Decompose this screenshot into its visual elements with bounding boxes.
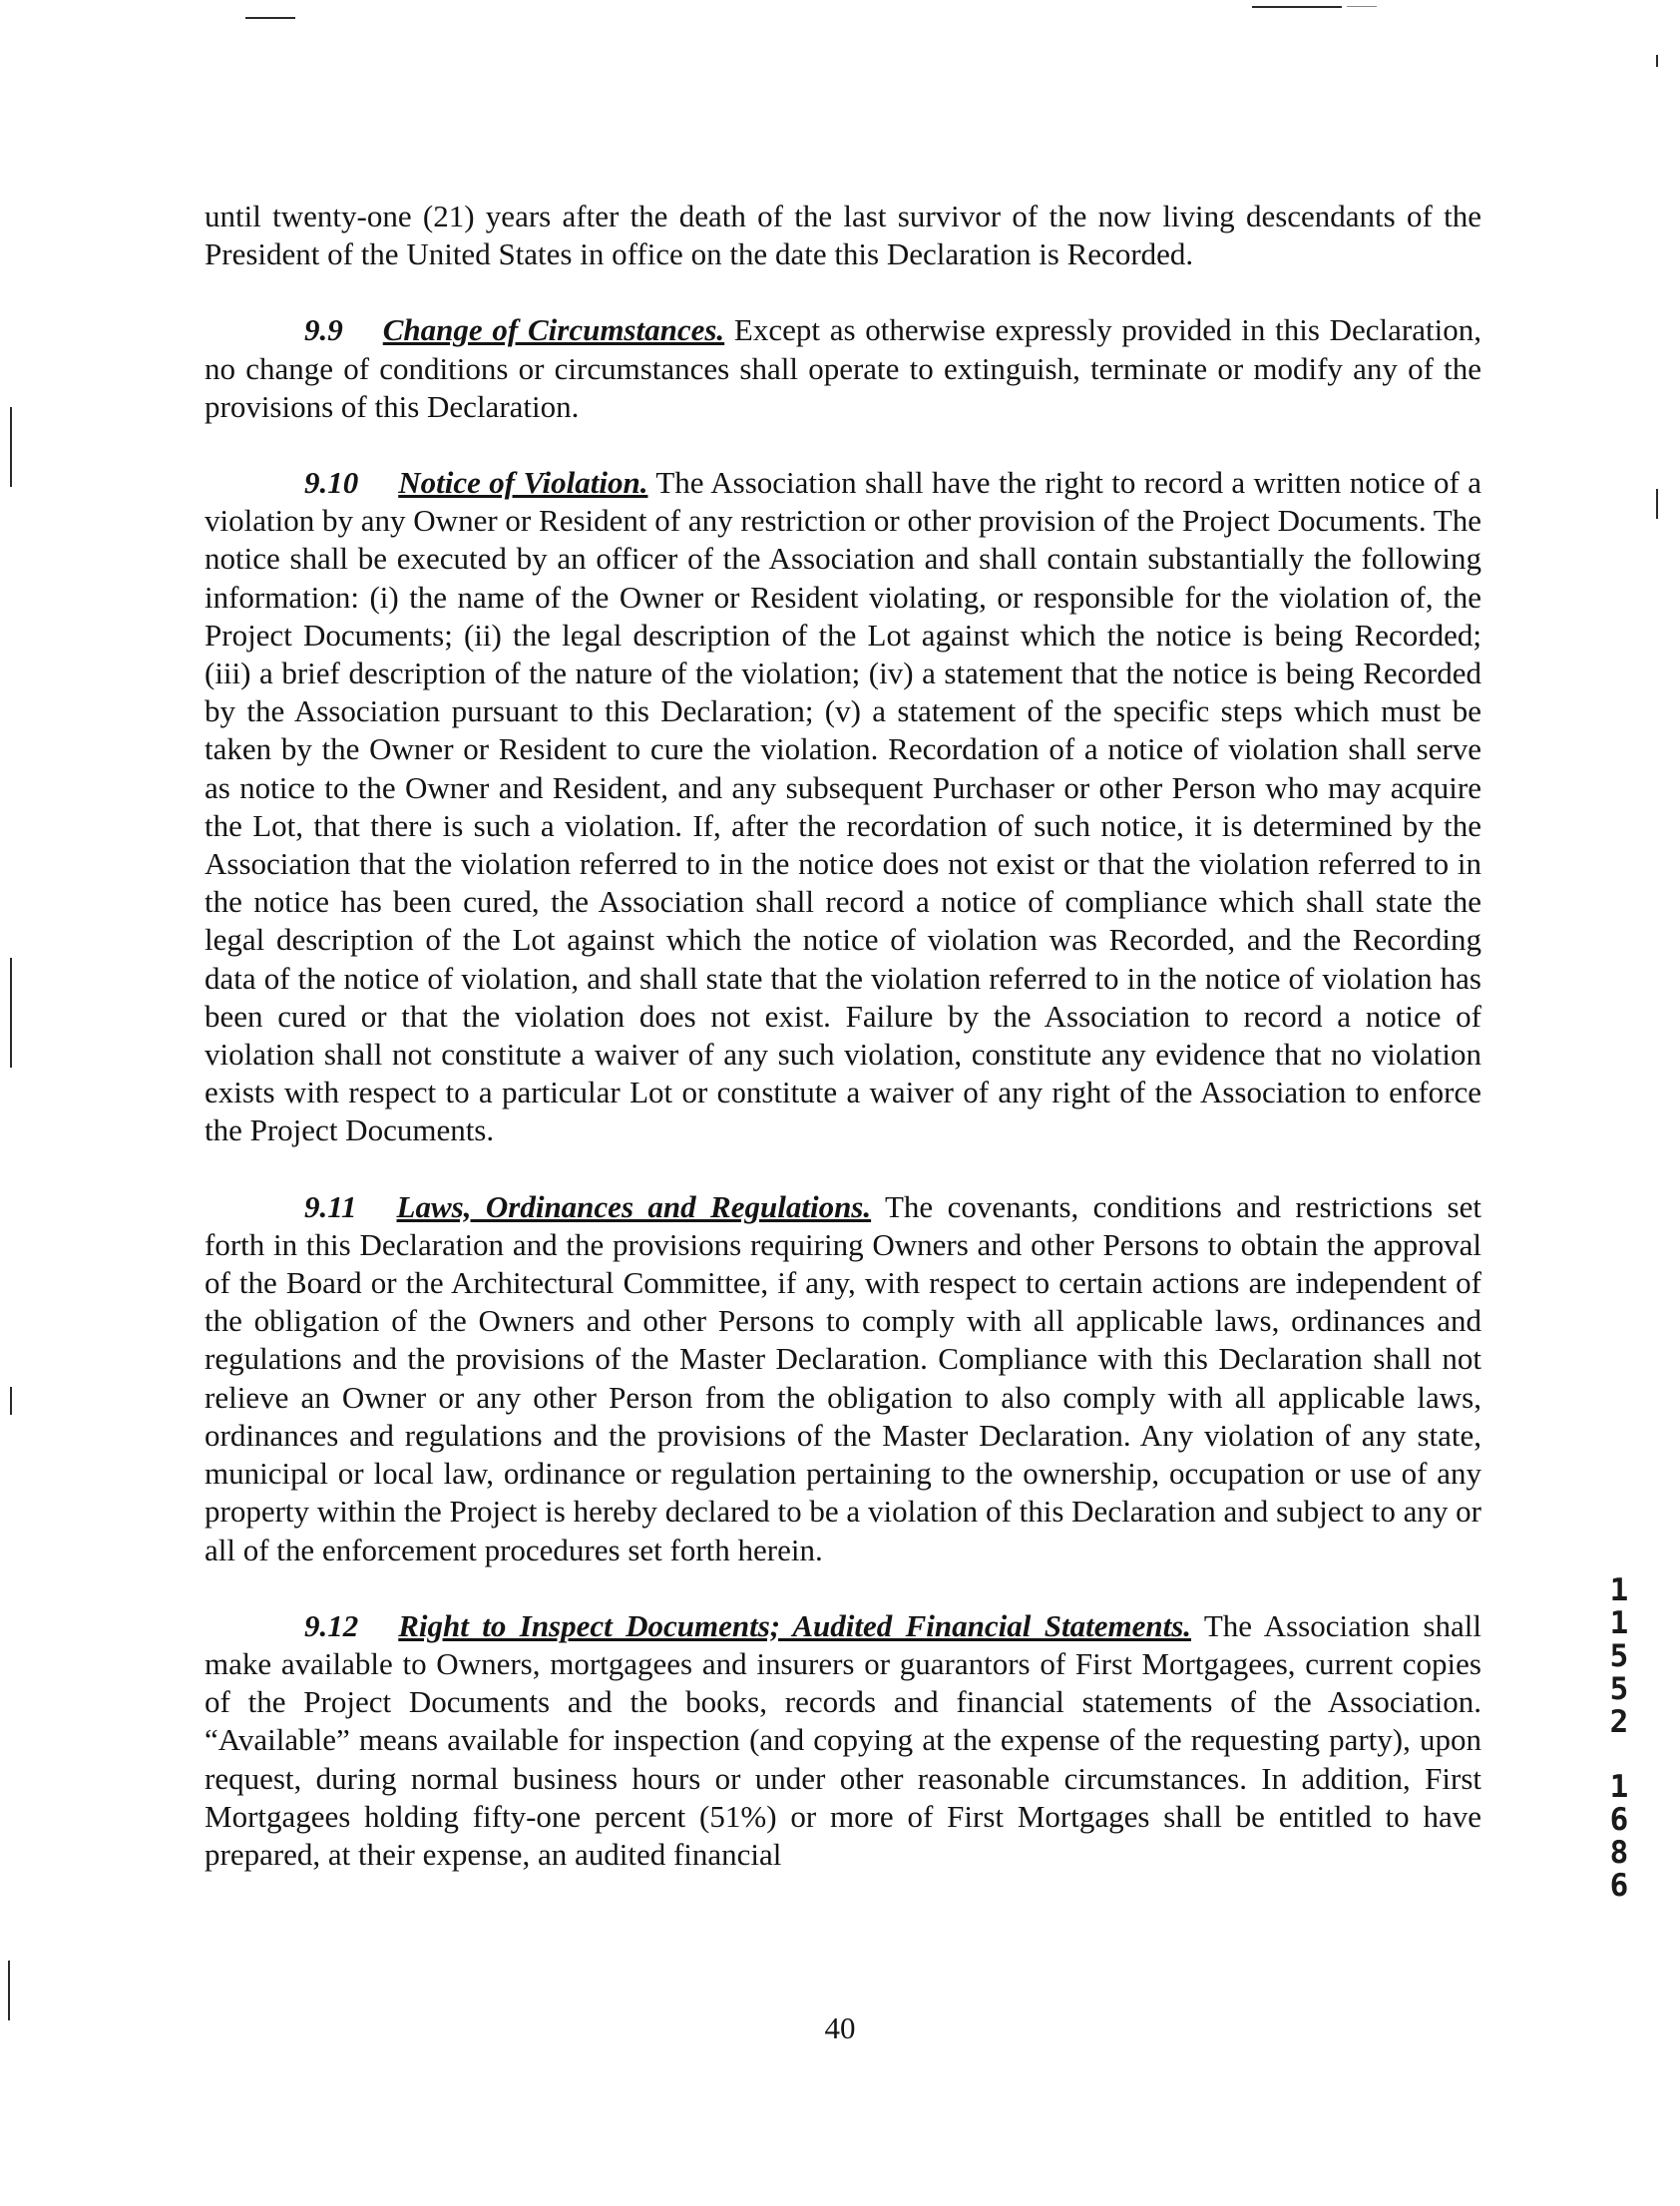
section-number: 9.9 — [304, 312, 343, 348]
section-9-12 — [205, 1607, 1481, 1874]
scan-mark-left-edge-1 — [10, 407, 12, 487]
stamp-digit: 5 — [1609, 1671, 1629, 1707]
recording-stamp-upper — [1602, 1574, 1636, 1739]
section-text: Except as otherwise expressly provided in this Declaration, no change of conditions or circumstances shall operate to extinguish, terminate or modify any of the provisions of this Declaration. — [205, 312, 1481, 424]
stamp-digit: 1 — [1609, 1769, 1629, 1805]
scan-mark-left-edge-2 — [10, 958, 12, 1068]
section-number: 9.10 — [304, 465, 359, 501]
section-9-9 — [205, 311, 1481, 426]
section-text: The Association shall make available to Owners, mortgagees and insurers or guarantors of First Mortgagees, current copies of the Project Documents and the books, records and financial statements of the Association. “Available” means available for inspection (and copying at the expense of the requesting party), upon request, during normal business hours or under other reasonable circumstances. In addition, First Mortgagees holding fifty-one percent (51%) or more of First Mortgages shall be entitled to have prepared, at their expense, an audited financial — [205, 1607, 1481, 1872]
section-title: Notice of Violation. — [398, 465, 648, 501]
stamp-digit: 1 — [1609, 1605, 1629, 1641]
section-9-10 — [205, 464, 1481, 1150]
section-title: Laws, Ordinances and Regulations. — [396, 1188, 872, 1224]
section-9-11 — [205, 1188, 1481, 1569]
stamp-digit: 1 — [1609, 1572, 1629, 1608]
document-body — [205, 198, 1481, 1874]
recording-stamp-lower — [1602, 1771, 1636, 1903]
section-title: Right to Inspect Documents; Audited Financial Statements. — [398, 1607, 1192, 1643]
intro-paragraph: until twenty-one (21) years after the death of the last survivor of the now living descendants of the President of the United States in office on the date this Declaration is Recorded. — [205, 199, 1481, 272]
stamp-digit: 8 — [1609, 1835, 1629, 1871]
scan-mark-top-left — [245, 17, 295, 19]
stamp-digit: 6 — [1609, 1802, 1629, 1838]
scan-mark-right-edge-2 — [1656, 489, 1658, 519]
stamp-digit: 6 — [1609, 1868, 1629, 1904]
stamp-digit: 2 — [1609, 1704, 1629, 1740]
page-number: 40 — [824, 2010, 856, 2045]
section-text: The covenants, conditions and restrictions set forth in this Declaration and the provisions requiring Owners and other Persons to obtain the approval of the Board or the Architectural Committee, if any, with respect to certain actions are independent of the obligation of the Owners and other Persons to comply with all applicable laws, ordinances and regulations and the provisions of the Master Declaration. Compliance with this Declaration shall not relieve an Owner or any other Person from the obligation to also comply with all applicable laws, ordinances and regulations and the provisions of the Master Declaration. Any violation of any state, municipal or local law, ordinance or regulation pertaining to the ownership, occupation or use of any property within the Project is hereby declared to be a violation of this Declaration and subject to any or all of the enforcement procedures set forth herein. — [205, 1188, 1481, 1567]
scan-mark-right-edge-1 — [1656, 55, 1658, 67]
scan-mark-top-right-dash — [1347, 6, 1377, 7]
section-text: The Association shall have the right to record a written notice of a violation by any Owner or Resident of any restriction or other provision of the Project Documents. The notice shall be executed by an officer of the Association and shall contain substantially the following information: (i) the name of the Owner or Resident violating, or responsible for the violation of, the Project Documents; (ii) the legal description of the Lot against which the notice is being Recorded; (iii) a brief description of the nature of the violation; (iv) a statement that the notice is being Recorded by the Association pursuant to this Declaration; (v) a statement of the specific steps which must be taken by the Owner or Resident to cure the violation. Recordation of a notice of violation shall serve as notice to the Owner and Resident, and any subsequent Purchaser or other Person who may acquire the Lot, that there is such a violation. If, after the recordation of such notice, it is determined by the Association that the violation referred to in the notice does not exist or that the violation referred to in the notice has been cured, the Association shall record a notice of compliance which shall state the legal description of the Lot against which the notice of violation was Recorded, and the Recording data of the notice of violation, and shall state that the violation referred to in the notice of violation has been cured or that the violation does not exist. Failure by the Association to record a notice of violation shall not constitute a waiver of any such violation, constitute any evidence that no violation exists with respect to a particular Lot or constitute a waiver of any right of the Association to enforce the Project Documents. — [205, 465, 1481, 1148]
scan-mark-top-right — [1252, 6, 1342, 8]
section-number: 9.12 — [304, 1607, 359, 1643]
stamp-digit: 5 — [1609, 1638, 1629, 1674]
section-title: Change of Circumstances. — [382, 312, 725, 348]
section-number: 9.11 — [304, 1188, 357, 1224]
scan-mark-left-edge-3 — [10, 1387, 12, 1415]
